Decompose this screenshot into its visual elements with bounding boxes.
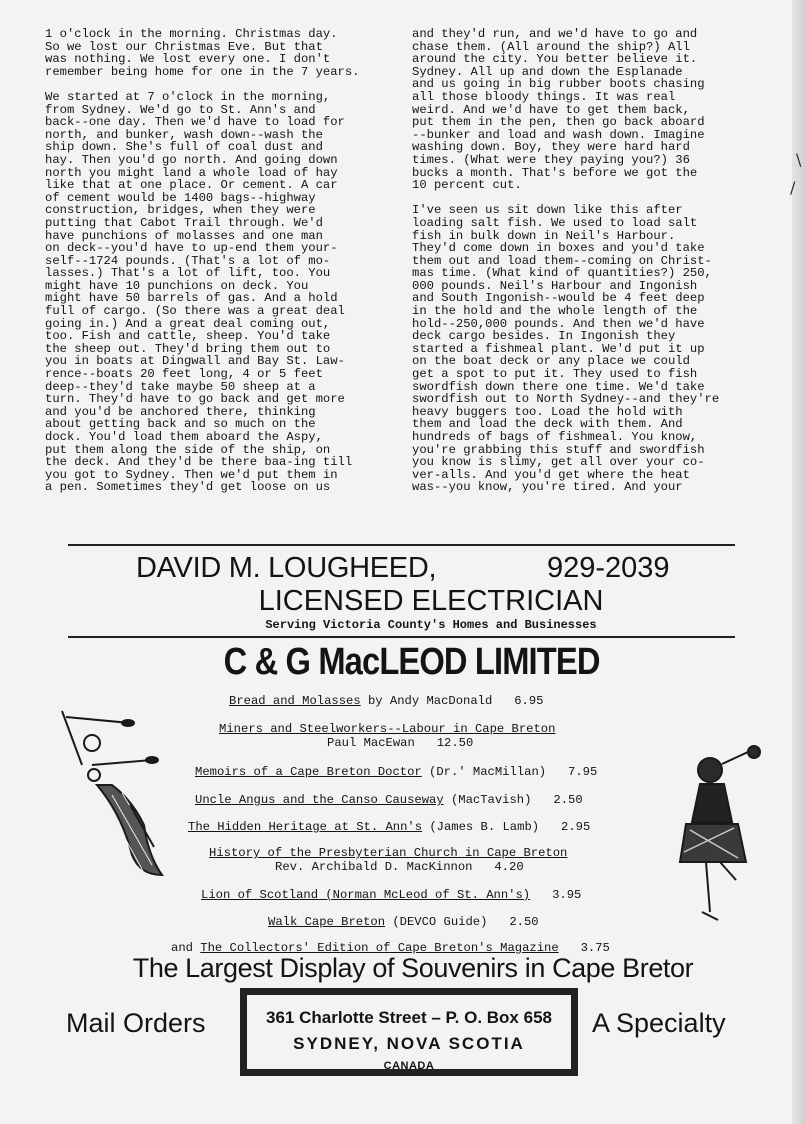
souvenirs-tagline: The Largest Display of Souvenirs in Cape Bretor: [132, 953, 694, 983]
book-title: Walk Cape Breton: [268, 915, 386, 929]
book-entry: [268, 915, 539, 929]
book-entry: [209, 846, 567, 860]
book-details: Paul MacEwan 12.50: [327, 736, 474, 750]
margin-mark: \: [796, 150, 802, 169]
book-details: (Dr.' MacMillan) 7.95: [421, 765, 598, 779]
book-entry: [229, 694, 544, 708]
book-details: 3.75: [558, 941, 610, 955]
address-street: 361 Charlotte Street – P. O. Box 658: [266, 1008, 552, 1027]
divider: [68, 636, 735, 638]
book-entry: [201, 888, 581, 902]
article-paragraph: 1 o'clock in the morning. Christmas day. So we lost our Christmas Eve. But that was nothing. We lost every one. I don't remember being home for one in the 7 years.: [45, 27, 360, 79]
electrician-subtitle: Serving Victoria County's Homes and Businesses: [265, 618, 597, 632]
book-title: The Hidden Heritage at St. Ann's: [188, 820, 423, 834]
margin-mark: /: [790, 178, 796, 197]
book-title: History of the Presbyterian Church in Cape Breton: [209, 846, 568, 860]
article-right-column: [412, 28, 792, 507]
electrician-name: DAVID M. LOUGHEED,: [136, 552, 437, 584]
book-entry: [188, 820, 590, 834]
book-entry: [219, 722, 555, 736]
book-details: by Andy MacDonald 6.95: [360, 694, 544, 708]
book-entry: [195, 793, 583, 807]
article-left-column: [45, 28, 395, 507]
book-details: (DEVCO Guide) 2.50: [385, 915, 539, 929]
article-paragraph: We started at 7 o'clock in the morning, from Sydney. We'd go to St. Ann's and back--one day. Then we'd have to load for north, and bunker, wash down--wash the ship down. She's full of coal dust and hay. Then you'd go north. And going down north you might land a whole load of hay like that at one place. Or cement. A car of cement would be 1400 bags--highway construction, bridges, when they were putting that Cabot Trail through. We'd have punchions of molasses and one man on deck--you'd have to up-end them your- self--1724 pounds. (That's a lot of mo- lasses.) That's a lot of lift, too. You might have 10 punchions on deck. You might have 50 barrels of gas. And a hold full of cargo. (So there was a great deal going in.) And a great deal coming out, too. Fish and cattle, sheep. You'd take the sheep out. They'd bring them out to you in boats at Dingwall and Bay St. Law- rence--boats 20 feet long, 4 or 5 feet deep--they'd take maybe 50 sheep at a turn. They'd have to go back and get more and you'd be anchored there, thinking about getting back and so much on the dock. You'd load them aboard the Aspy, put them along the side of the ship, on the deck. And they'd be there baa-ing till you got to Sydney. Then we'd put them in a pen. Sometimes they'd get loose on us: [45, 89, 353, 495]
store-name: C & G MacLEOD LIMITED: [223, 641, 600, 683]
specialty-label: A Specialty: [592, 1008, 726, 1038]
electrician-phone: 929-2039: [547, 552, 670, 584]
book-details: (James B. Lamb) 2.95: [422, 820, 591, 834]
book-title: Uncle Angus and the Canso Causeway: [195, 793, 444, 807]
address-content: [252, 1000, 566, 1072]
book-title: Miners and Steelworkers--Labour in Cape Breton: [219, 722, 556, 736]
address-city: SYDNEY, NOVA SCOTIA: [293, 1034, 525, 1053]
book-details: 3.95: [530, 888, 582, 902]
book-details: (MacTavish) 2.50: [443, 793, 583, 807]
book-entry: [195, 765, 597, 779]
highland-dancer-illustration: [672, 742, 764, 924]
article-paragraph: I've seen us sit down like this after loading salt fish. We used to load salt fish in bulk down in Neil's Harbour. They'd come down in boxes and you'd take them out and load them--coming on Christ- mas time. (What kind of quantities?) 250, 000 pounds. Neil's Harbour and Ingonish and South Ingonish--would be 4 feet deep in the hold and the whole length of the hold--250,000 pounds. And then we'd have deck cargo besides. In Ingonish they started a fishmeal plant. We'd put it up on the boat deck or any place we could get a spot to put it. They used to fish swordfish down there one time. We'd take swordfish out to North Sydney--and they're heavy buggers too. Load the hold with them and load the deck with them. And hundreds of bags of fishmeal. You know, you're grabbing this stuff and swordfish you know is slimy, get all over your co- ver-alls. And you'd get where the heat was--you know, you're tired. And your: [412, 203, 720, 495]
book-prefix: and: [171, 941, 201, 955]
book-title: Memoirs of a Cape Breton Doctor: [195, 765, 422, 779]
book-details: Rev. Archibald D. MacKinnon 4.20: [275, 860, 524, 874]
article-paragraph: and they'd run, and we'd have to go and chase them. (All around the ship?) All around the city. You better believe it. Sydney. All up and down the Esplanade and us going in big rubber boots chasing all those bloody things. It was real weird. And we'd have to get them back, put them in the pen, then go back aboard --bunker and load and wash down. Imagine washing down. Boy, they were hard hard times. (What were they paying you?) 36 bucks a month. That's before we got the 10 percent cut.: [412, 27, 705, 193]
electrician-title: LICENSED ELECTRICIAN: [258, 585, 604, 617]
book-title: The Collectors' Edition of Cape Breton's Magazine: [200, 941, 559, 955]
address-country: CANADA: [383, 1060, 435, 1072]
mail-orders-label: Mail Orders: [66, 1008, 206, 1038]
book-title: Lion of Scotland (Norman McLeod of St. Ann's): [201, 888, 531, 902]
address-box: [240, 988, 578, 1076]
bagpiper-illustration: [52, 705, 174, 885]
divider: [68, 544, 735, 546]
book-title: Bread and Molasses: [229, 694, 361, 708]
